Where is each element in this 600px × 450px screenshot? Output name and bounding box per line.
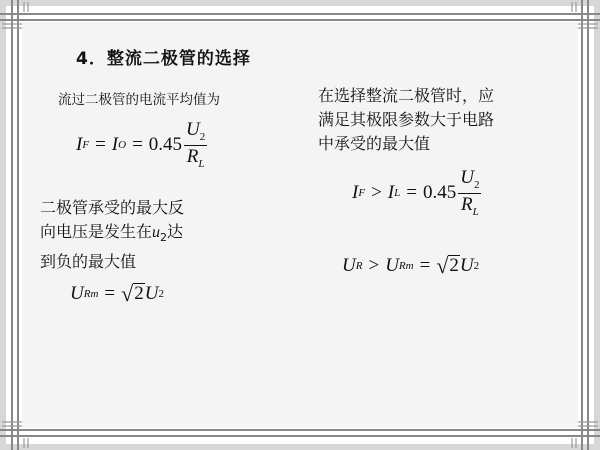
slide-title: 4．整流二极管的选择 — [76, 49, 251, 69]
right-formula-voltage-condition: U R > U Rm = √ 2 U 2 — [342, 253, 480, 278]
left-intro-text: 流过二极管的电流平均值为 — [58, 92, 220, 108]
left-formula-average-current: I F = I O = 0.45 $\frac{U_2}{R_L}$ — [76, 119, 206, 170]
left-paragraph: 二极管承受的最大反 向电压是发生在$u_2$达 到负的最大值 — [40, 198, 185, 271]
right-paragraph: 在选择整流二极管时，应 满足其极限参数大于电路 中承受的最大值 — [318, 86, 495, 153]
left-formula-max-reverse-voltage: U Rm = √ 2 U 2 — [70, 281, 164, 306]
right-formula-current-condition: I F > I L = 0.45 $\frac{U_2}{R_L}$ — [352, 167, 480, 218]
